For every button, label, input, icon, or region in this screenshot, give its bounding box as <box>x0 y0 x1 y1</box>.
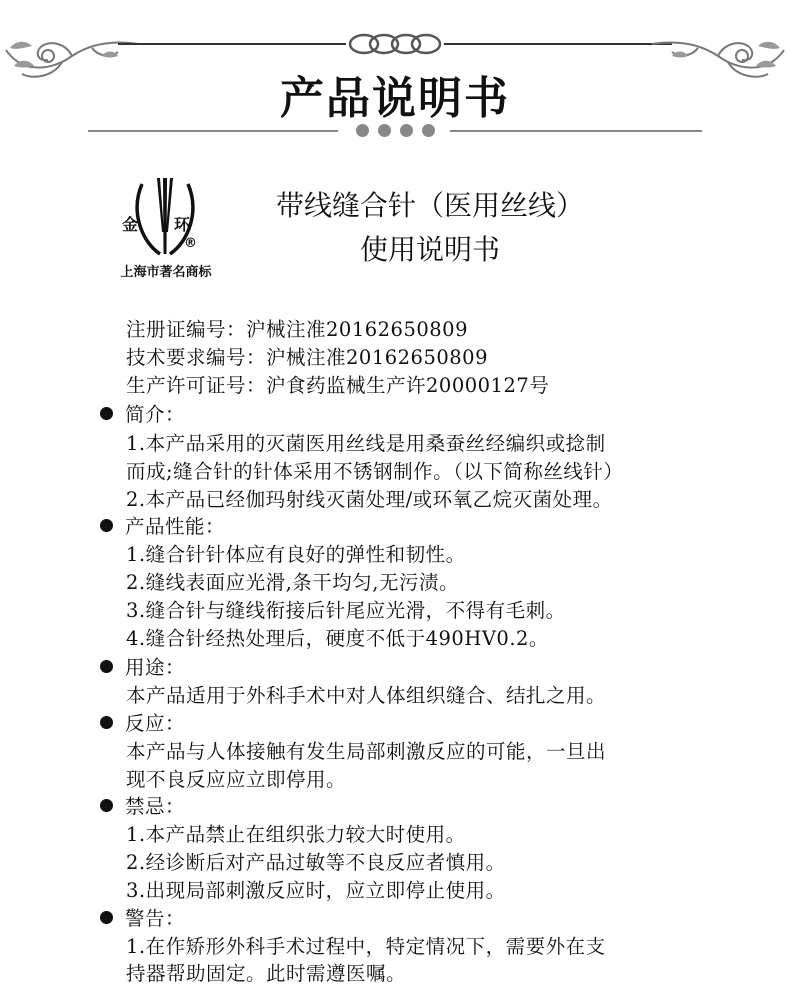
product-title: 带线缝合针（医用丝线） <box>275 189 584 222</box>
section-line: 现不良反应应立即停用。 <box>126 768 347 791</box>
section-line: 4.缝合针经热处理后，硬度不低于490HV0.2。 <box>126 627 549 650</box>
section-line: 2.本产品已经伽玛射线灭菌处理/或环氧乙烷灭菌处理。 <box>126 488 613 511</box>
section-heading-label: 禁忌： <box>125 795 186 818</box>
section-heading-label: 反应： <box>125 712 186 735</box>
bullet-icon <box>100 407 113 420</box>
section-line: 1.在作矫形外科手术过程中，特定情况下，需要外在支 <box>126 935 606 958</box>
bullet-icon <box>100 799 113 812</box>
registered-mark: ® <box>184 236 197 251</box>
section-line: 而成;缝合针的针体采用不锈钢制作。（以下简称丝线针） <box>126 460 624 483</box>
section-heading-label: 警告： <box>125 907 186 930</box>
section-line: 1.本产品禁止在组织张力较大时使用。 <box>126 823 466 846</box>
section-line: 3.出现局部刺激反应时，应立即停止使用。 <box>126 879 506 902</box>
section-heading-label: 简介： <box>125 403 186 426</box>
bullet-icon <box>100 911 113 924</box>
section-heading <box>100 652 185 680</box>
section-heading-label: 产品性能： <box>125 515 226 538</box>
bullet-icon <box>100 519 113 532</box>
section-heading <box>100 903 185 931</box>
section-line: 本产品适用于外科手术中对人体组织缝合、结扎之用。 <box>126 684 607 707</box>
section-line: 1.缝合针针体应有良好的弹性和韧性。 <box>126 543 466 566</box>
section-heading <box>100 708 185 736</box>
registration-line: 注册证编号：沪械注准20162650809 <box>126 318 468 341</box>
logo-caption: 上海市著名商标 <box>120 265 212 280</box>
section-line: 1.本产品采用的灭菌医用丝线是用桑蚕丝经编织或捻制 <box>126 432 606 455</box>
bullet-icon <box>100 716 113 729</box>
registration-line: 技术要求编号：沪械注准20162650809 <box>126 346 488 369</box>
section-line: 本产品与人体接触有发生局部刺激反应的可能，一旦出 <box>126 740 607 763</box>
manual-subtitle: 使用说明书 <box>359 233 500 266</box>
registration-line: 生产许可证号：沪食药监械生产许20000127号 <box>126 374 550 397</box>
section-line: 3.缝合针与缝线衔接后针尾应光滑，不得有毛刺。 <box>126 599 566 622</box>
section-heading <box>100 791 185 819</box>
section-line: 2.经诊断后对产品过敏等不良反应者慎用。 <box>126 851 506 874</box>
logo-character-left: 金 <box>122 215 139 234</box>
bullet-icon <box>100 660 113 673</box>
page-title: 产品说明书 <box>280 73 510 124</box>
section-heading <box>100 399 185 427</box>
section-line: 持器帮助固定。此时需遵医嘱。 <box>126 962 407 985</box>
logo-character-right: 环 <box>174 215 191 234</box>
section-heading <box>100 511 225 539</box>
section-line: 2.缝线表面应光滑,条干均匀,无污渍。 <box>126 571 460 594</box>
section-heading-label: 用途： <box>125 656 186 679</box>
